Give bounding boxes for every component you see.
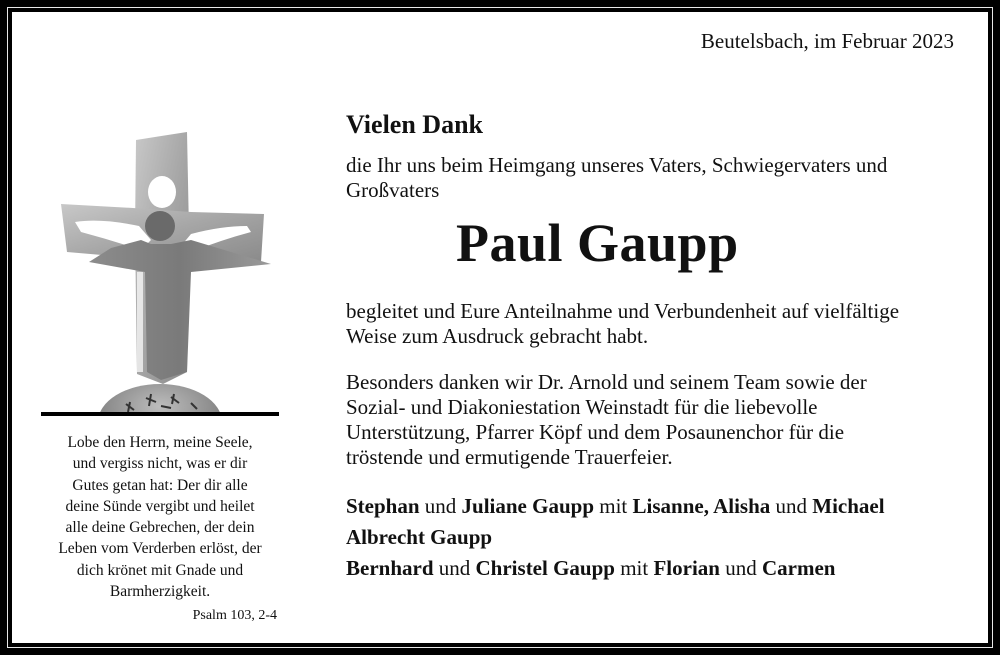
connector-text: und: [433, 556, 476, 580]
obituary-notice: [12, 12, 988, 643]
intro-text: [346, 153, 966, 203]
family-name: Stephan: [346, 494, 420, 518]
left-column: [41, 122, 279, 624]
paragraph-line: begleitet und Eure Anteilnahme und Verbundenheit auf vielfältige: [346, 299, 900, 323]
family-line-3: [346, 553, 966, 584]
family-line-1: [346, 491, 966, 522]
paragraph-line: Weise zum Ausdruck gebracht habt.: [346, 324, 649, 348]
psalm-reference: Psalm 103, 2-4: [192, 608, 277, 624]
connector-text: und: [419, 494, 462, 518]
special-thanks-paragraph: [346, 370, 966, 470]
connector-text: mit: [614, 556, 654, 580]
paragraph-line: Sozial- und Diakoniestation Weinstadt für die liebevolle: [346, 395, 818, 419]
psalm-line: Leben vom Verderben erlöst, der: [58, 540, 262, 558]
psalm-line: Lobe den Herrn, meine Seele,: [67, 434, 253, 451]
family-name: Juliane Gaupp: [461, 494, 595, 518]
family-name: Michael: [812, 494, 885, 518]
psalm-quote: [41, 432, 279, 602]
psalm-line: Gutes getan hat: Der dir alle: [72, 476, 248, 494]
paragraph-line: Besonders danken wir Dr. Arnold und seinem Team sowie der: [346, 370, 867, 394]
intro-line: Großvaters: [346, 178, 440, 202]
deceased-name: Paul Gaupp: [456, 213, 739, 273]
family-signatures: [346, 491, 966, 584]
family-name: Lisanne, Alisha: [632, 494, 771, 518]
connector-text: und: [719, 556, 762, 580]
connector-text: mit: [594, 494, 633, 518]
paragraph-line: tröstende und ermutigende Trauerfeier.: [346, 445, 673, 469]
thanks-heading: Vielen Dank: [346, 110, 483, 139]
dateline: Beutelsbach, im Februar 2023: [700, 29, 954, 53]
horizontal-rule: [41, 412, 279, 416]
family-name: Carmen: [761, 556, 836, 580]
psalm-line: alle deine Gebrechen, der dein: [65, 519, 255, 537]
family-name: Christel Gaupp: [475, 556, 615, 580]
psalm-line: deine Sünde vergibt und heilet: [65, 497, 255, 515]
main-column: [346, 109, 966, 584]
gratitude-paragraph: [346, 299, 966, 349]
cross-sculpture-icon: [41, 122, 279, 412]
paragraph-line: Unterstützung, Pfarrer Köpf und dem Posaunenchor für die: [346, 420, 845, 444]
family-name: Bernhard: [346, 556, 434, 580]
connector-text: und: [770, 494, 813, 518]
family-line-2: [346, 522, 966, 553]
family-name: Florian: [653, 556, 720, 580]
family-name: Albrecht Gaupp: [346, 525, 493, 549]
psalm-line: dich krönet mit Gnade und: [76, 561, 244, 579]
intro-line: die Ihr uns beim Heimgang unseres Vaters, Schwiegervaters und: [346, 153, 888, 177]
psalm-line: Barmherzigkeit.: [109, 583, 211, 601]
psalm-line: und vergiss nicht, was er dir: [72, 455, 248, 473]
